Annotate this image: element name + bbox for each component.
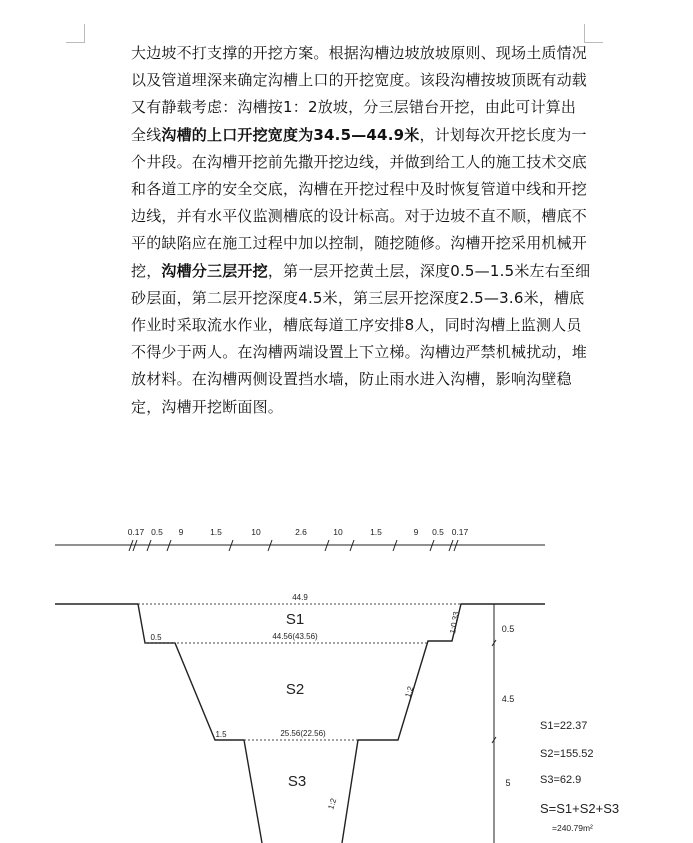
area-total: =240.79m²: [552, 823, 593, 833]
zone-s2-label: S2: [285, 681, 305, 698]
slope-mid-label: 1:2: [403, 685, 416, 699]
top-dim-label: 1.5: [370, 527, 382, 537]
para-run: ，第一层开挖黄土层，深度0.5—1.5米左右至细砂层面，第二层开挖深度4.5米，第三层开挖深度2.5—3.6米，槽底作业时采取流水作业，槽底每道工序安排8人，同时沟槽上监测人员不得少于两人。在沟槽两端设置上下立梯。沟槽边严禁机械扰动，堆放材料。在沟槽两侧设置挡水墙，防止雨水进入沟槽，影响沟壁稳定，沟槽开挖断面图。: [131, 261, 591, 416]
top-dim-label: 2.6: [295, 527, 307, 537]
top-dim-label: 10: [333, 527, 343, 537]
top-dim-label: 0.17: [451, 527, 469, 537]
slope-top-label: 1:0.33: [448, 610, 461, 635]
zone-s3-label: S3: [287, 773, 307, 790]
depth-label: 4.5: [501, 694, 515, 704]
zone-s1-label: S1: [285, 611, 305, 628]
para-run: 大边坡不打支撑的开挖方案。根据沟槽边坡放坡原则、现场土质情况以及管道埋深来确定沟槽上口的开挖宽度。该段沟槽按坡顶既有动载又有静载考虑：沟槽按1：2放坡，分三层错台开挖，由此可计算出全线: [131, 44, 588, 144]
width-mid-label: 44.56(43.56): [272, 632, 318, 641]
top-dim-label: 9: [178, 527, 184, 537]
para-run-bold: 沟槽分三层开挖: [161, 261, 268, 280]
depth-label: 0.5: [501, 624, 515, 634]
para-run-bold: 沟槽的上口开挖宽度为34.5—44.9米: [161, 125, 420, 144]
top-dim-label: 9: [413, 527, 419, 537]
top-dim-label: 0.17: [127, 527, 145, 537]
top-dim-label: 0.5: [151, 527, 163, 537]
slope-low-label: 1:2: [326, 797, 339, 811]
top-dim-label: 1.5: [210, 527, 222, 537]
width-top-label: 44.9: [292, 593, 308, 602]
top-dim-label: 10: [251, 527, 261, 537]
area-sum-formula: S=S1+S2+S3: [540, 801, 620, 816]
top-dim-label: 0.5: [432, 527, 444, 537]
top-dimension-line: [55, 540, 545, 551]
area-s2-result: S2=155.52: [540, 748, 594, 760]
width-low-label: 25.56(22.56): [280, 729, 326, 738]
step-upper-label: 0.5: [150, 633, 162, 642]
para-run: ，计划每次开挖长度为一个井段。在沟槽开挖前先撒开挖边线，并做到给工人的施工技术交底和各道工序的安全交底，沟槽在开挖过程中及时恢复管道中线和开挖边线，并有水平仪监测槽底的设计标高。对于边坡不直不顺，槽底不平的缺陷应在施工过程中加以控制，随挖随修。沟槽开挖采用机械开挖，: [131, 125, 588, 280]
trench-right-wall: [342, 604, 545, 843]
area-s3-result: S3=62.9: [540, 774, 582, 786]
step-lower-label: 1.5: [215, 730, 227, 739]
area-s1-result: S1=22.37: [540, 720, 588, 732]
depth-dimension-line: [492, 604, 496, 843]
depth-label: 5: [505, 778, 511, 788]
